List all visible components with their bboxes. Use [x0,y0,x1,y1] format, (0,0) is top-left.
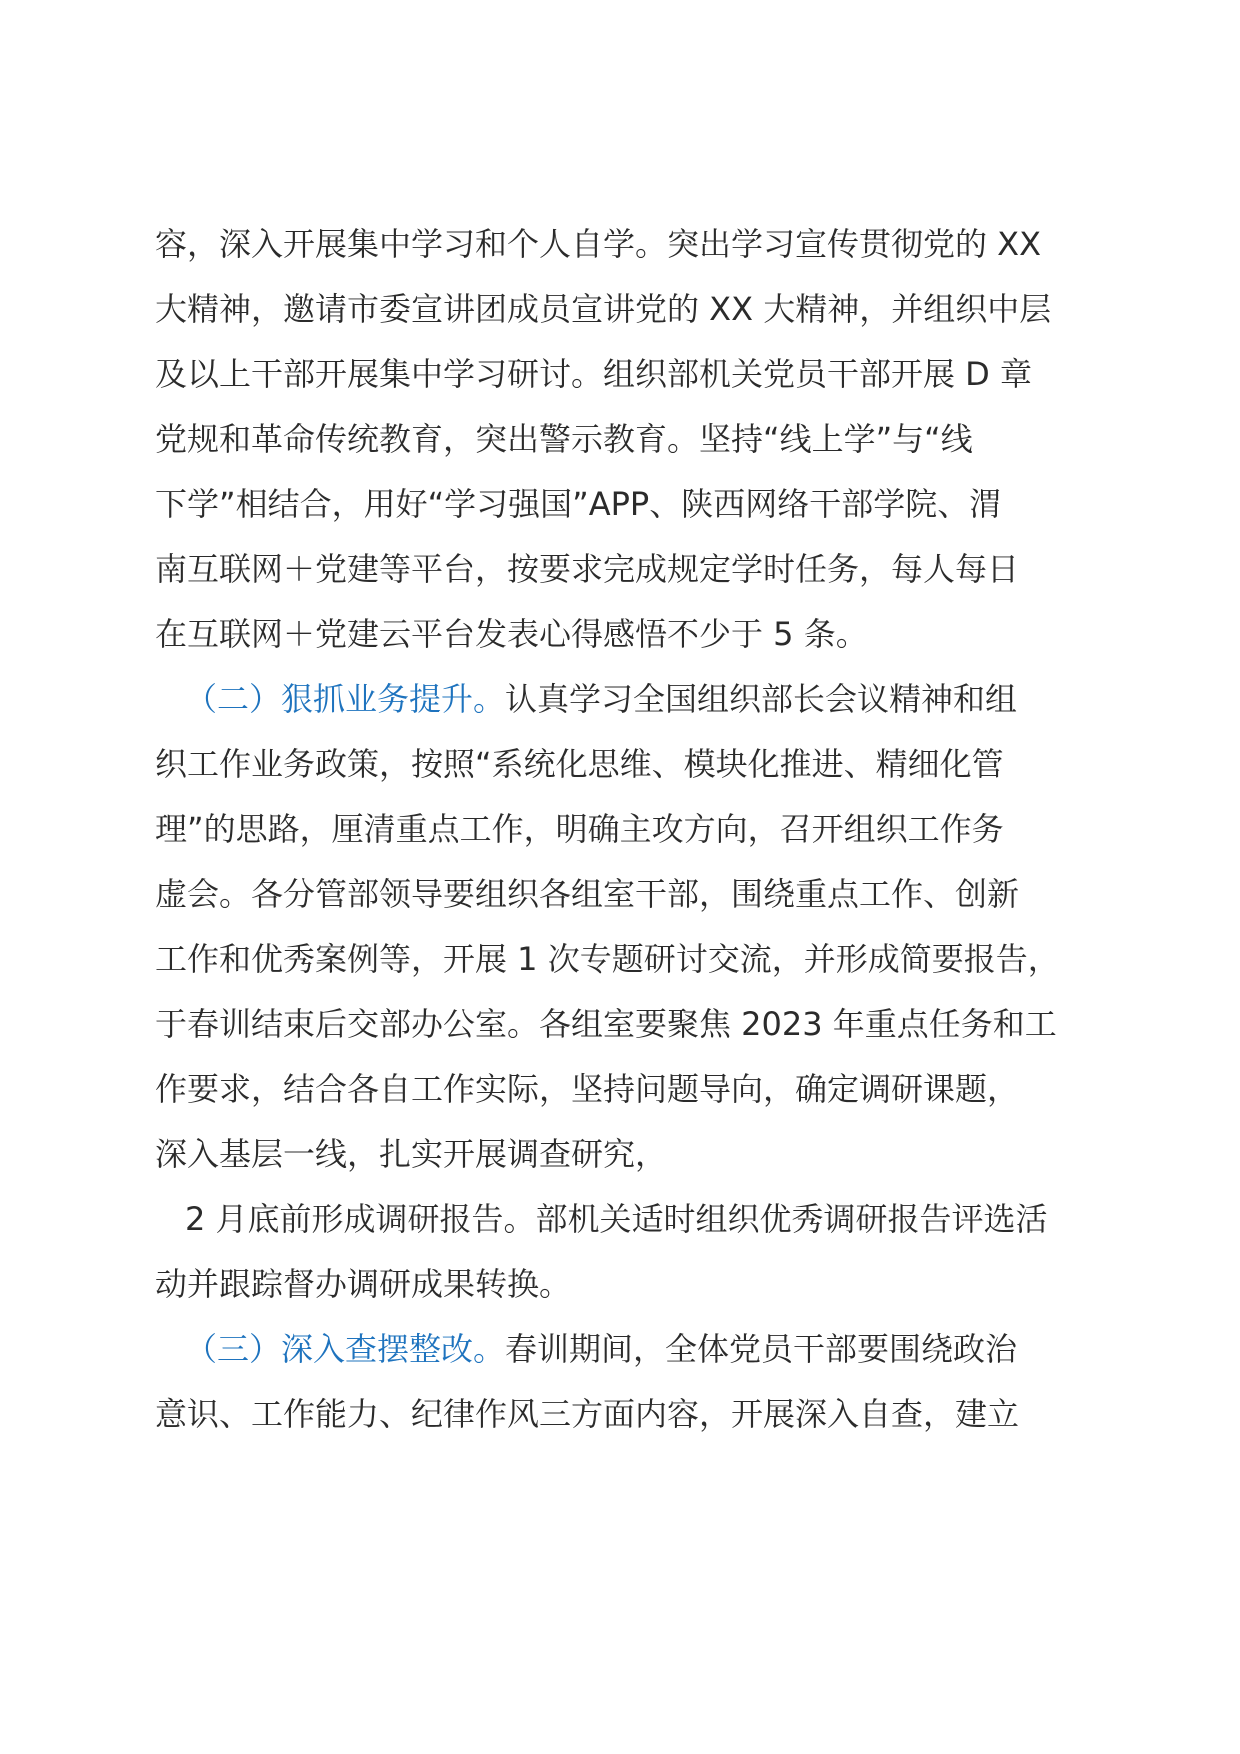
text-line: 大精神，邀请市委宣讲团成员宣讲党的 XX 大精神，并组织中层 [155,290,1052,328]
section-3-paragraph [155,1317,1093,1447]
text-line: 2 月底前形成调研报告。部机关适时组织优秀调研报告评选活 [185,1200,1048,1238]
paragraph-1 [155,212,1093,667]
section-2-first-line [155,667,1093,732]
text-line: 党规和革命传统教育，突出警示教育。坚持“线上学”与“线 [155,420,973,458]
section-2-first-line-text: 认真学习全国组织部长会议精神和组 [505,680,1018,718]
text-line: 于春训结束后交部办公室。各组室要聚焦 2023 年重点任务和工 [155,1005,1057,1043]
text-line: 南互联网＋党建等平台，按要求完成规定学时任务，每人每日 [155,550,1020,588]
text-line: 作要求，结合各自工作实际，坚持问题导向，确定调研课题， [155,1070,1020,1108]
section-3-first-line-text: 春训期间，全体党员干部要围绕政治 [505,1330,1018,1368]
text-line: 下学”相结合，用好“学习强国”APP、陕西网络干部学院、渭 [155,485,1002,523]
text-line: 虚会。各分管部领导要组织各组室干部，围绕重点工作、创新 [155,875,1020,913]
paragraph-3 [155,1187,1093,1317]
text-line: 工作和优秀案例等，开展 1 次专题研讨交流，并形成简要报告， [155,940,1060,978]
text-line: 深入基层一线，扎实开展调查研究， [155,1135,668,1173]
text-line: 织工作业务政策，按照“系统化思维、模块化推进、精细化管 [155,745,1004,783]
section-3-first-line [155,1317,1093,1382]
text-line: 及以上干部开展集中学习研讨。组织部机关党员干部开展 D 章 [155,355,1032,393]
text-line: 容，深入开展集中学习和个人自学。突出学习宣传贯彻党的 XX [155,225,1042,263]
section-2-heading: （二）狠抓业务提升。 [185,680,506,718]
text-line: 在互联网＋党建云平台发表心得感悟不少于 5 条。 [155,615,868,653]
section-3-heading: （三）深入查摆整改。 [185,1330,506,1368]
text-line: 意识、工作能力、纪律作风三方面内容，开展深入自查，建立 [155,1395,1020,1433]
text-line: 动并跟踪督办调研成果转换。 [155,1265,572,1303]
section-2-paragraph [155,667,1093,1187]
text-line: 理”的思路，厘清重点工作，明确主攻方向，召开组织工作务 [155,810,1004,848]
document-body [155,212,1093,1447]
